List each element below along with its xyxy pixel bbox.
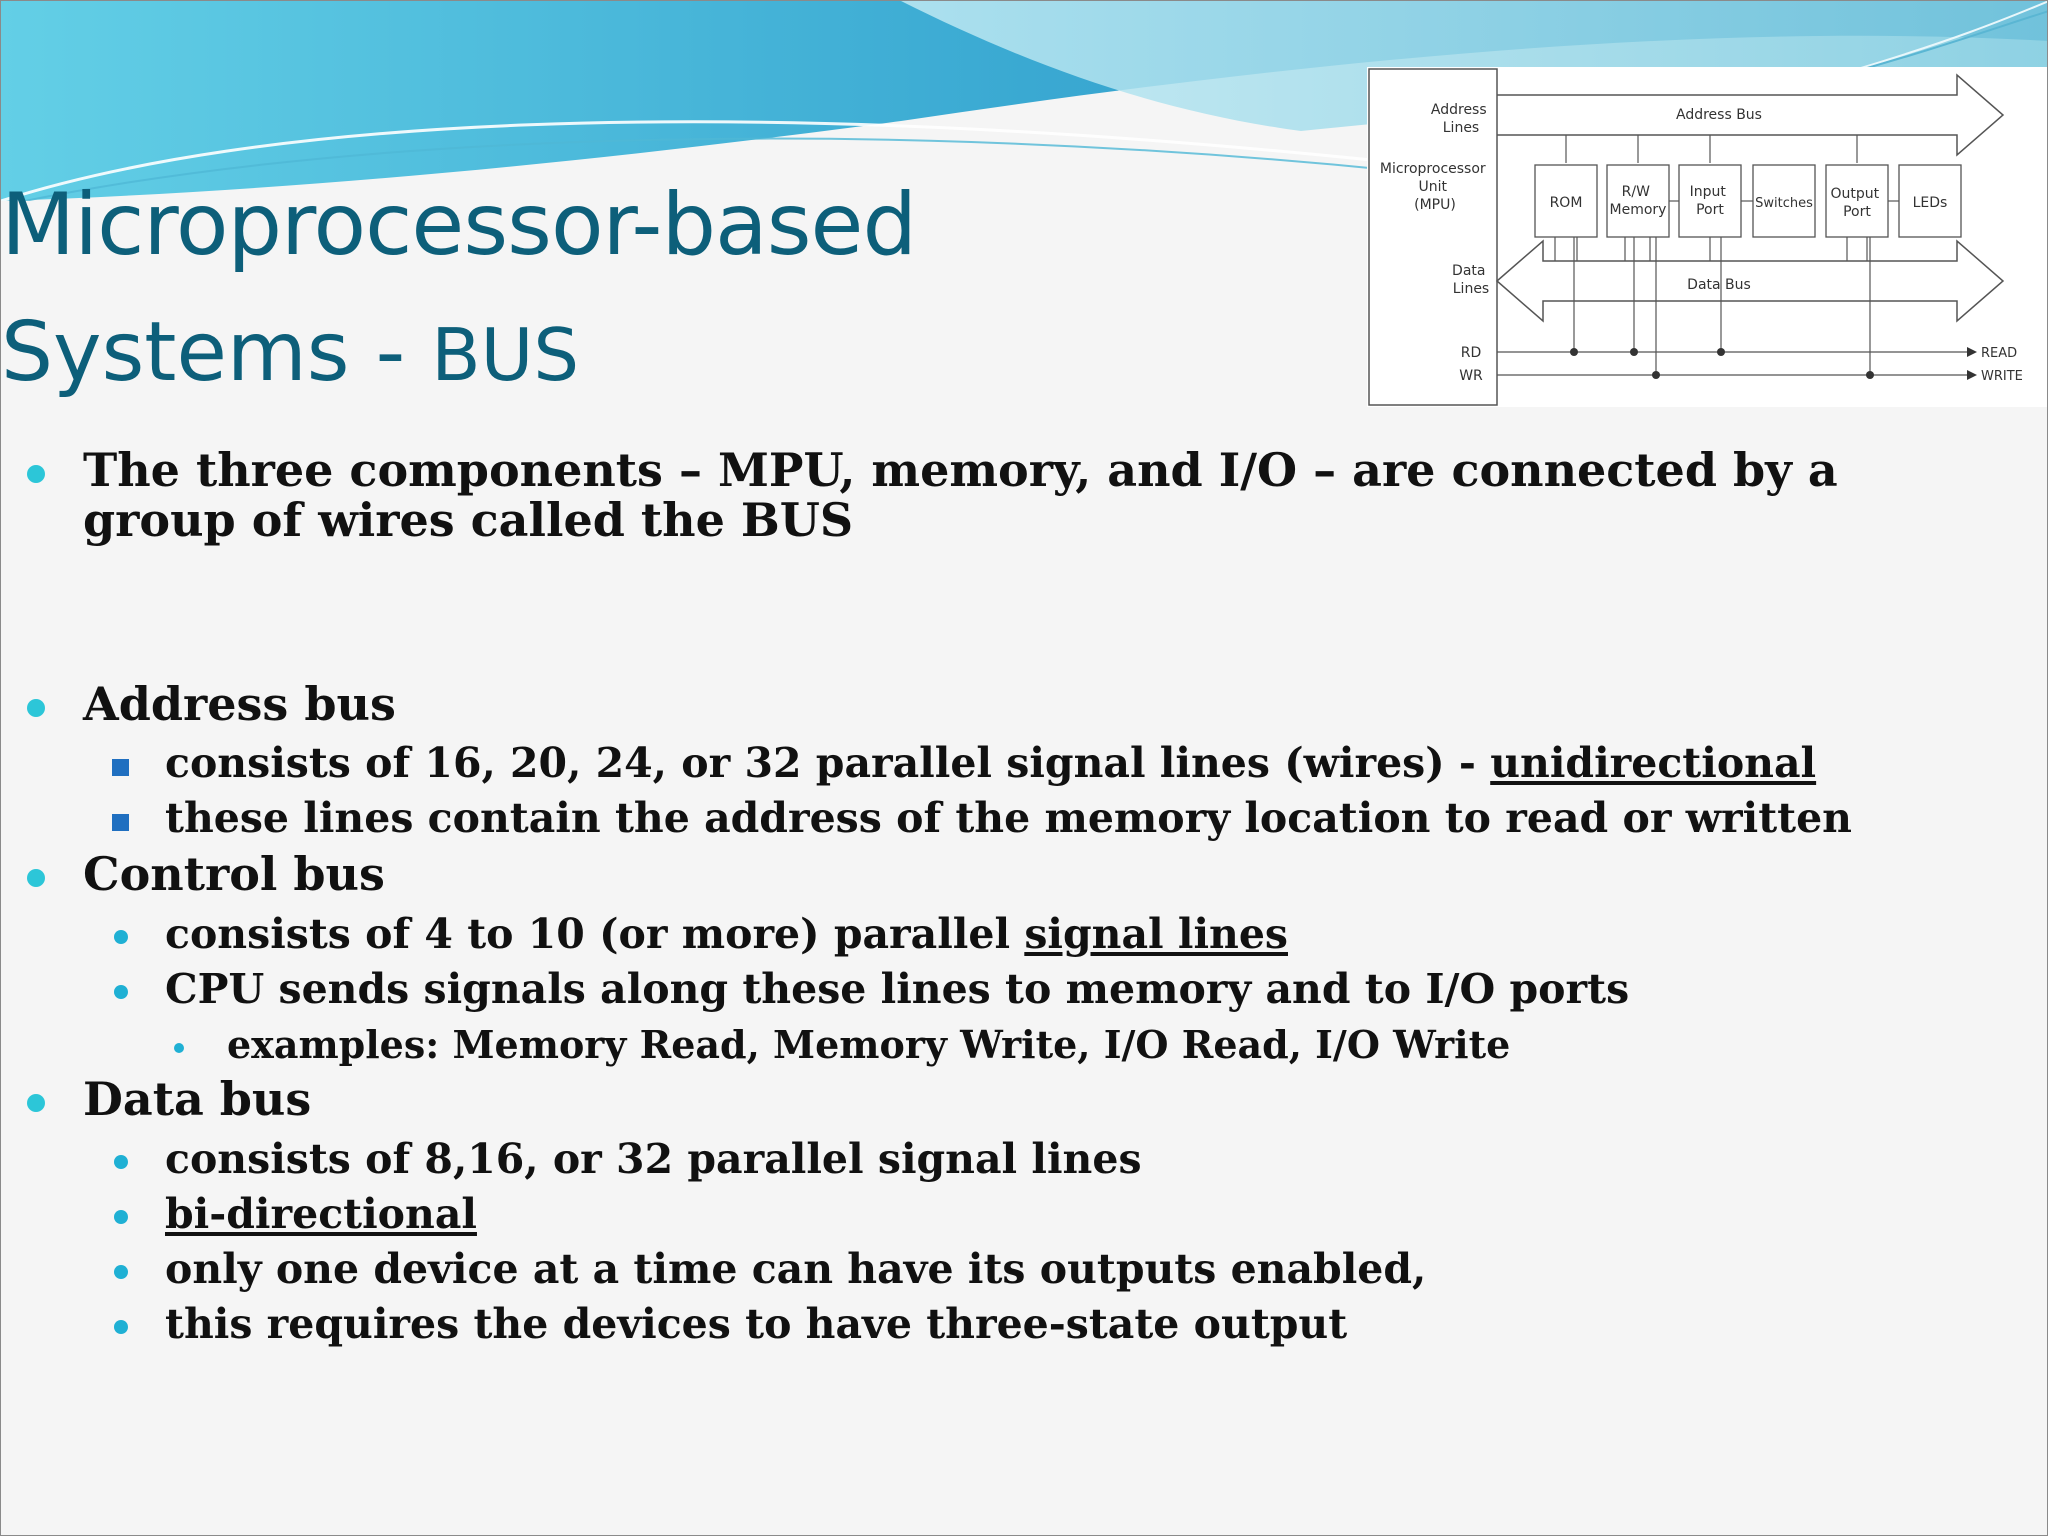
data-bus-item-2 bbox=[165, 1190, 477, 1238]
control-bus-item-2: CPU sends signals along these lines to memory and to I/O ports bbox=[165, 965, 1630, 1013]
address-bus-item-2: these lines contain the address of the memory location to read or written bbox=[165, 794, 1852, 842]
block-output-1: Output bbox=[1830, 186, 1880, 202]
control-bus-heading: Control bus bbox=[83, 847, 385, 901]
block-rw-1: R/W bbox=[1621, 184, 1650, 200]
bullet-icon bbox=[174, 1043, 184, 1053]
intro-line-1: The three components – MPU, memory, and I/O – are connected by a bbox=[83, 443, 1838, 497]
data-bus-heading: Data bus bbox=[83, 1072, 312, 1126]
block-input-2: Port bbox=[1696, 202, 1724, 218]
address-bus-item-1-text: consists of 16, 20, 24, or 32 parallel signal lines (wires) - bbox=[165, 739, 1491, 787]
diagram-data-lines-2: Lines bbox=[1452, 281, 1490, 297]
block-rom: ROM bbox=[1549, 195, 1583, 211]
page-title-systems: Systems - bbox=[1, 305, 432, 400]
block-rw-2: Memory bbox=[1609, 202, 1667, 218]
diagram-data-bus-label: Data Bus bbox=[1687, 277, 1751, 293]
square-bullet-icon bbox=[112, 814, 129, 831]
bullet-icon bbox=[114, 1320, 128, 1334]
bullet-icon bbox=[27, 869, 45, 887]
square-bullet-icon bbox=[112, 759, 129, 776]
block-switches: Switches bbox=[1755, 196, 1813, 211]
bullet-icon bbox=[114, 1155, 128, 1169]
diagram-read: READ bbox=[1981, 346, 2018, 361]
data-bus-item-3: only one device at a time can have its outputs enabled, bbox=[165, 1245, 1427, 1293]
page-title-line2 bbox=[1, 305, 579, 400]
diagram-wr: WR bbox=[1459, 368, 1483, 384]
block-leds: LEDs bbox=[1912, 195, 1948, 211]
bullet-icon bbox=[27, 1094, 45, 1112]
diagram-mpu-1: Microprocessor bbox=[1379, 161, 1486, 177]
control-bus-item-3: examples: Memory Read, Memory Write, I/O Read, I/O Write bbox=[227, 1022, 1511, 1067]
data-bus-item-4: this requires the devices to have three-state output bbox=[165, 1300, 1348, 1348]
control-bus-item-1-text: consists of 4 to 10 (or more) parallel bbox=[165, 910, 1025, 958]
block-output-2: Port bbox=[1843, 204, 1871, 220]
bullet-icon bbox=[114, 1265, 128, 1279]
page-title-line1: Microprocessor-based bbox=[1, 175, 917, 275]
bullet-icon bbox=[114, 1210, 128, 1224]
intro-line-2: group of wires called the BUS bbox=[83, 493, 854, 547]
page-title-bus: BUS bbox=[431, 313, 580, 397]
bullet-icon bbox=[114, 930, 128, 944]
signal-lines-text: signal lines bbox=[1024, 910, 1288, 958]
bullet-icon bbox=[27, 699, 45, 717]
diagram-mpu-3: (MPU) bbox=[1414, 197, 1456, 213]
diagram-address-lines-2: Lines bbox=[1442, 120, 1480, 136]
diagram-address-bus-label: Address Bus bbox=[1676, 107, 1762, 123]
data-bus-item-1: consists of 8,16, or 32 parallel signal lines bbox=[165, 1135, 1142, 1183]
bi-directional-text: bi-directional bbox=[165, 1190, 477, 1238]
address-bus-heading: Address bus bbox=[83, 677, 396, 731]
bus-block-diagram bbox=[1367, 67, 2048, 407]
bullet-icon bbox=[114, 985, 128, 999]
control-bus-item-1 bbox=[165, 910, 1288, 958]
diagram-address-lines-1: Address bbox=[1430, 102, 1487, 118]
address-bus-item-1 bbox=[165, 739, 1816, 787]
diagram-mpu-2: Unit bbox=[1418, 179, 1448, 195]
unidirectional-text: unidirectional bbox=[1490, 739, 1817, 787]
diagram-rd: RD bbox=[1460, 345, 1482, 361]
block-input-1: Input bbox=[1689, 184, 1726, 200]
diagram-write: WRITE bbox=[1981, 369, 2023, 384]
bullet-icon bbox=[27, 465, 45, 483]
diagram-data-lines-1: Data bbox=[1452, 263, 1486, 279]
